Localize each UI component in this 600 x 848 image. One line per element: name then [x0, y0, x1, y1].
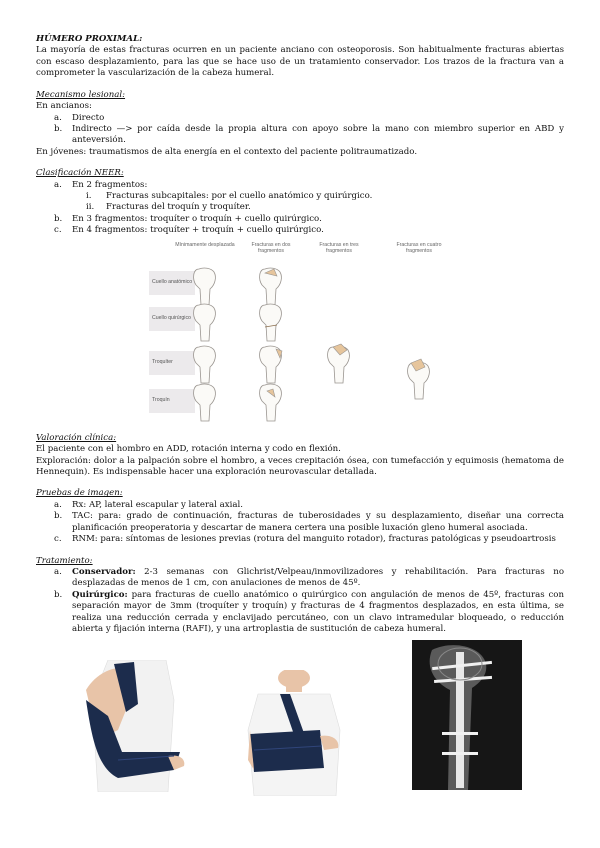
- list-text: Fracturas subcapitales: por el cuello anatómico y quirúrgico.: [106, 191, 373, 202]
- neer-classification-figure: [149, 243, 469, 423]
- mecanismo-list: [36, 113, 564, 147]
- list-marker: a.: [54, 499, 62, 510]
- list-text: Fracturas del troquín y troquíter.: [106, 202, 251, 213]
- list-marker: i.: [86, 191, 92, 202]
- tratamiento-list: [36, 567, 564, 636]
- list-text: Indirecto —> por caída desde la propia altura con apoyo sobre la mano con miembro superior en ABD y anteversión.: [72, 123, 564, 146]
- page-title: HÚMERO PROXIMAL:: [36, 34, 143, 44]
- valoracion-line: El paciente con el hombro en ADD, rotación interna y codo en flexión.: [36, 444, 341, 455]
- list-text: RNM: para: síntomas de lesiones previas (rotura del manguito rotador), fracturas patológicas y pseudoartrosis: [72, 534, 556, 545]
- section-valoracion-heading: Valoración clínica:: [36, 432, 117, 443]
- figure-column-header: Fracturas en cuatro fragmentos: [396, 241, 442, 254]
- figure-row-label: Troquín: [149, 389, 195, 413]
- list-text: [72, 590, 564, 636]
- humerus-illustration: [194, 268, 216, 305]
- clasificacion-list: [36, 180, 564, 237]
- bold-term: Conservador:: [72, 566, 136, 577]
- jovenes-line: En jóvenes: traumatismos de alta energía en el contexto del paciente politraumatizado.: [36, 146, 418, 157]
- list-text: [72, 567, 564, 590]
- list-item: [36, 534, 564, 545]
- page-content: [36, 34, 564, 636]
- intro-paragraph: La mayoría de estas fracturas ocurren en un paciente anciano con osteoporosis. Son habitualmente fracturas abiertas con escaso desplazamiento, para las que se hace uso de un tratamiento conservador. Los trazos de la fractura van a comprometer la vascularización de la cabeza humeral.: [36, 45, 564, 79]
- list-marker: b.: [54, 123, 63, 134]
- section-pruebas-heading: Pruebas de imagen:: [36, 488, 123, 499]
- list-text-body: 2-3 semanas con Glichrist/Velpeau/inmovilizadores y rehabilitación. Para fracturas no desplazadas de menos de 1 cm, con anulaciones de menos de 45º.: [72, 566, 564, 589]
- list-item: [36, 590, 564, 636]
- list-marker: b.: [54, 511, 63, 522]
- list-item: [36, 202, 564, 213]
- xray-photo: [412, 640, 522, 790]
- list-marker: ii.: [86, 202, 95, 213]
- figure-column-header: Fracturas en dos fragmentos: [251, 241, 291, 254]
- list-marker: a.: [54, 179, 62, 190]
- list-marker: a.: [54, 112, 62, 123]
- list-text: TAC: para: grado de continuación, fracturas de tuberosidades y su desplazamiento, diseñar una correcta planificación preoperatoria y descartar de manera certera una posible luxación gleno humeral asociada.: [72, 511, 564, 533]
- list-text-body: para fracturas de cuello anatómico o quirúrgico con angulación de menos de 45º, fracturas con separación mayor de 3mm (troquíter y troquín) y fracturas de 4 fragmentos desplazados, en esta última, se realiza una reducción cerrada y enclavijado percutáneo, con un clavo intramedular bloqueado, o reducción abierta y fijación interna (RAFI), y una artroplastia de sustitución de cabeza humeral.: [72, 589, 564, 635]
- list-item: [36, 191, 564, 202]
- section-tratamiento-heading: Tratamiento:: [36, 555, 93, 566]
- list-marker: b.: [54, 213, 63, 224]
- sling-photo: [78, 660, 190, 792]
- list-item: [36, 500, 564, 511]
- list-item: [36, 180, 564, 191]
- list-text: En 3 fragmentos: troquíter o troquín + cuello quirúrgico.: [72, 213, 322, 224]
- list-item: [36, 511, 564, 534]
- humerus-illustration: [194, 384, 216, 421]
- figure-row-label: Cuello quirúrgico: [149, 307, 195, 331]
- list-marker: a.: [54, 566, 62, 577]
- figure-column-header: Fracturas en tres fragmentos: [319, 241, 359, 254]
- figure-column-header: Mínimamente desplazada: [175, 241, 235, 248]
- list-text: En 4 fragmentos: troquíter + troquín + cuello quirúrgico.: [72, 225, 324, 236]
- list-item: [36, 214, 564, 225]
- list-text: Rx: AP, lateral escapular y lateral axial.: [72, 499, 243, 510]
- list-text: Directo: [72, 112, 105, 123]
- list-marker: c.: [54, 534, 62, 545]
- section-clasificacion-heading: Clasificación NEER:: [36, 168, 124, 179]
- humerus-drawings: [149, 243, 469, 423]
- section-mecanismo-heading: Mecanismo lesional:: [36, 89, 126, 100]
- humerus-illustration: [194, 346, 216, 383]
- shoulder-immobilizer-photo: [240, 670, 348, 796]
- list-marker: c.: [54, 225, 62, 236]
- humerus-illustration: [260, 304, 282, 341]
- figure-row-label: Cuello anatómico: [149, 271, 195, 295]
- list-text: En 2 fragmentos:: [72, 179, 148, 190]
- list-item: [36, 124, 564, 147]
- list-item: [36, 113, 564, 124]
- valoracion-line: Exploración: dolor a la palpación sobre el hombro, a veces crepitación ósea, con tumefacción y equimosis (hematoma de Hennequin). Es indispensable hacer una exploración neurovascular detallada.: [36, 455, 564, 478]
- figure-row-label: Troquíter: [149, 351, 195, 375]
- ancianos-label: En ancianos:: [36, 101, 92, 112]
- list-marker: b.: [54, 589, 63, 600]
- list-item: [36, 225, 564, 236]
- bold-term: Quirúrgico:: [72, 589, 128, 600]
- humerus-illustration: [194, 304, 216, 341]
- list-item: [36, 567, 564, 590]
- pruebas-list: [36, 500, 564, 546]
